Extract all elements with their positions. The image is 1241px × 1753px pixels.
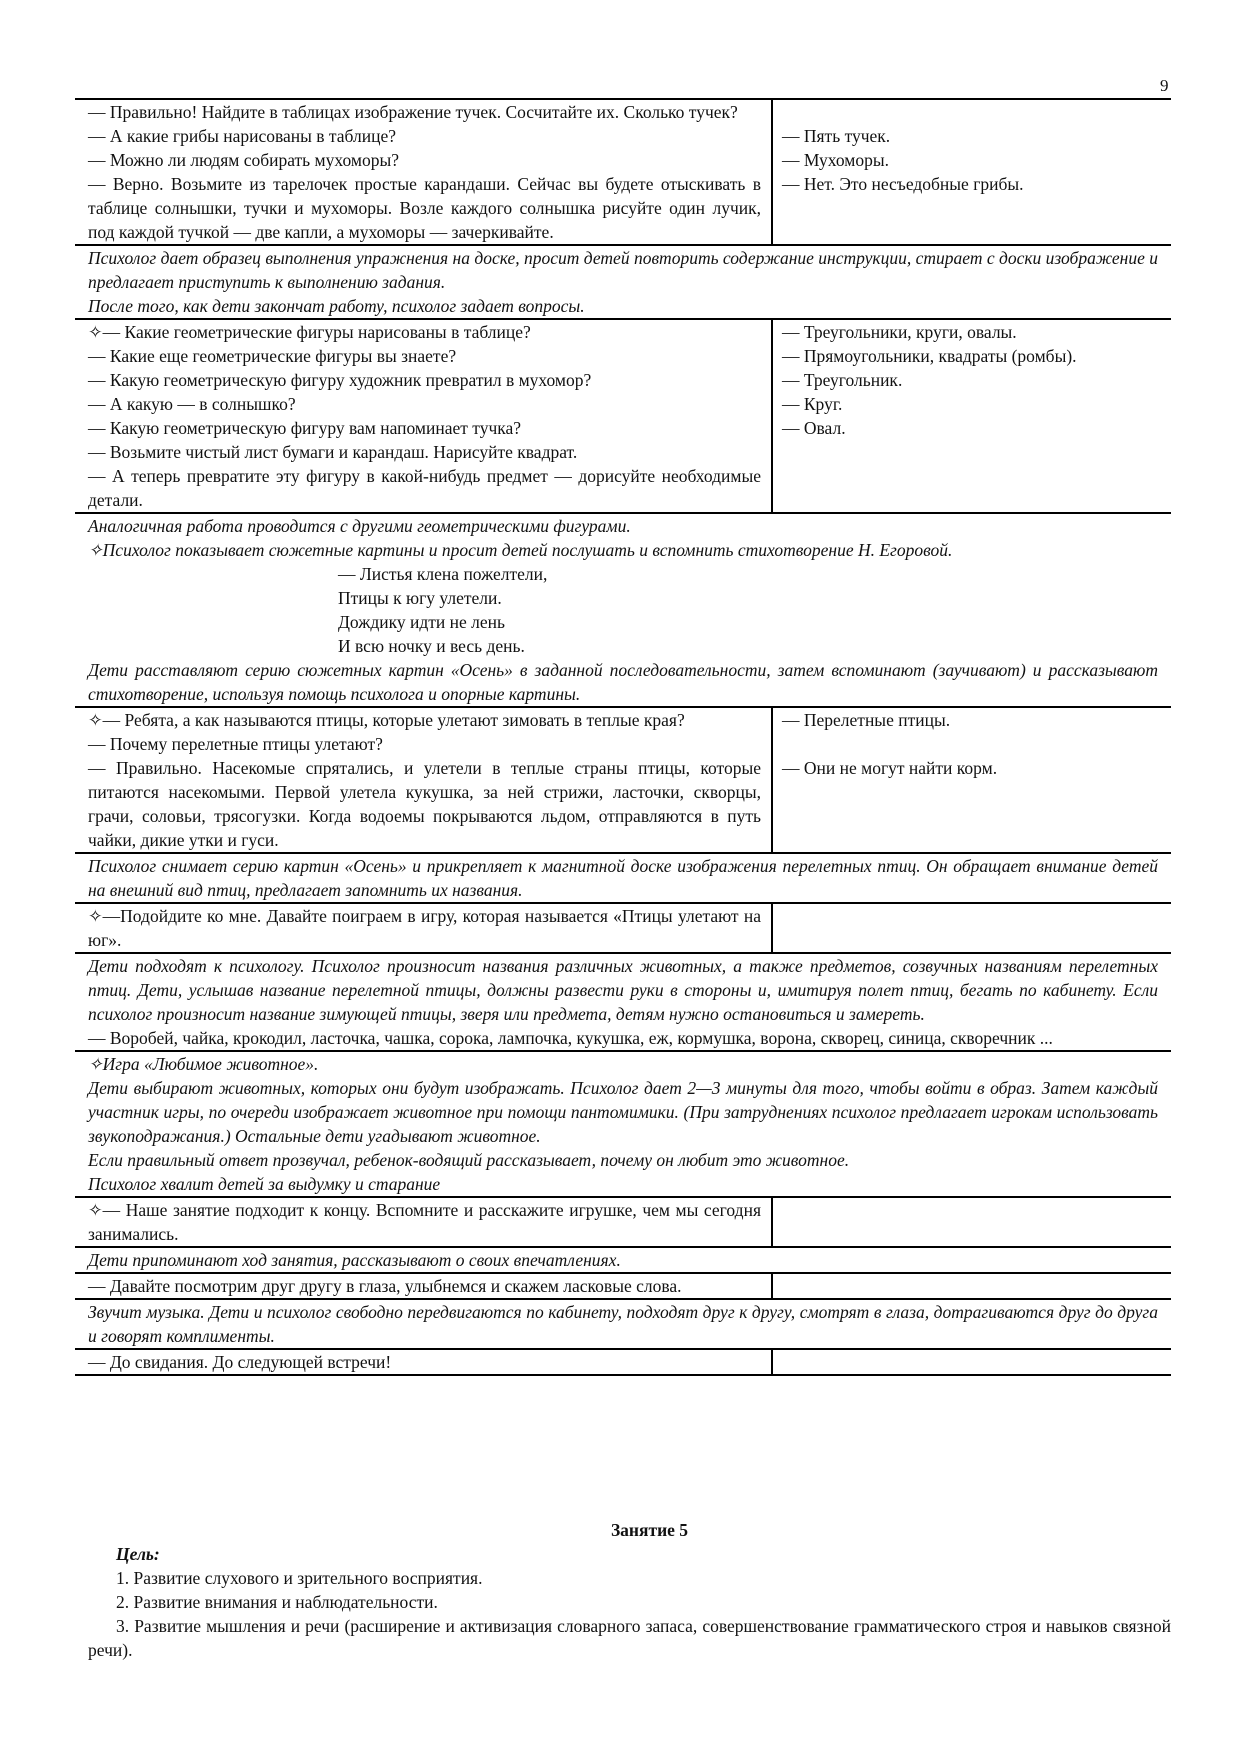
speech-line: — Правильно! Найдите в таблицах изображение тучек. Сосчитайте их. Сколько тучек?: [88, 102, 738, 122]
answer-line: — Нет. Это несъедобные грибы.: [782, 174, 1024, 194]
table-row-note: [75, 1298, 1171, 1348]
speech-line: — Можно ли людям собирать мухоморы?: [88, 150, 399, 170]
children-answers: [771, 708, 1171, 852]
speech-line: — А какую — в солнышко?: [88, 394, 296, 414]
speech-line: — Правильно. Насекомые спрятались, и улетели в теплые страны птицы, которые питаются насекомыми. Первой улетела кукушка, за ней стрижи, ласточки, скворцы, грачи, соловьи, трясогузки. Когда водоемы покрываются льдом, отправляются в путь чайки, дикие утки и гуси.: [88, 758, 761, 850]
table-row: [75, 902, 1171, 952]
children-answers: [771, 320, 1171, 512]
lesson-table: [75, 98, 1171, 1376]
stage-direction: [75, 954, 1171, 1050]
note-line: Дети расставляют серию сюжетных картин «Осень» в заданной последовательности, затем вспоминают (заучивают) и рассказывают стихотворение, используя помощь психолога и опорные картины.: [88, 660, 1158, 704]
goal-item: 2. Развитие внимания и наблюдательности.: [116, 1592, 438, 1612]
answer-line: — Овал.: [782, 418, 846, 438]
speech-line: ✧— Ребята, а как называются птицы, которые улетают зимовать в теплые края?: [88, 710, 685, 730]
stage-direction: Дети припоминают ход занятия, рассказывают о своих впечатлениях.: [88, 1250, 621, 1270]
psychologist-speech: — Давайте посмотрим друг другу в глаза, улыбнемся и скажем ласковые слова.: [88, 1276, 682, 1296]
stage-direction: [75, 514, 1171, 706]
poem-line: И всю ночку и весь день.: [338, 636, 525, 656]
table-row: [75, 98, 1171, 244]
speech-line: — Какие еще геометрические фигуры вы знаете?: [88, 346, 457, 366]
table-row-note: [75, 244, 1171, 318]
children-answers: [771, 1198, 1171, 1246]
speech-line: — Какую геометрическую фигуру вам напоминает тучка?: [88, 418, 522, 438]
answer-line: — Треугольники, круги, овалы.: [782, 322, 1017, 342]
answer-line: — Они не могут найти корм.: [782, 758, 998, 778]
psychologist-speech: [75, 100, 771, 244]
speech-line: — Верно. Возьмите из тарелочек простые карандаши. Сейчас вы будете отыскивать в таблице солнышки, тучки и мухоморы. Возле каждого солнышка рисуйте один лучик, под каждой тучкой — две капли, а мухоморы — зачеркивайте.: [88, 174, 761, 242]
speech-line: — Возьмите чистый лист бумаги и карандаш. Нарисуйте квадрат.: [88, 442, 578, 462]
note-line: Дети подходят к психологу. Психолог произносит названия различных животных, а также предметов, созвучных названиям перелетных птиц. Дети, услышав название перелетной птицы, должны развести руки в стороны и, имитируя полет птиц, бегать по кабинету. Если психолог произносит название зимующей птицы, зверя или предмета, детям нужно остановиться и замереть.: [88, 956, 1158, 1024]
psychologist-speech: [75, 708, 771, 852]
goal-item: 3. Развитие мышления и речи (расширение и активизация словарного запаса, совершенствование грамматического строя и навыков связной речи).: [88, 1616, 1171, 1660]
answer-line: — Прямоугольники, квадраты (ромбы).: [782, 346, 1077, 366]
stage-direction: [75, 1052, 1171, 1196]
psychologist-speech: — До свидания. До следующей встречи!: [88, 1352, 392, 1372]
table-row-note: [75, 952, 1171, 1050]
word-list: — Воробей, чайка, крокодил, ласточка, чашка, сорока, лампочка, кукушка, еж, кормушка, ворона, скворец, синица, скворечник ...: [88, 1028, 1053, 1048]
goal-label: Цель:: [116, 1544, 160, 1564]
table-row: [75, 1196, 1171, 1246]
page-number: 9: [1160, 76, 1169, 95]
note-line: Аналогичная работа проводится с другими геометрическими фигурами.: [88, 516, 631, 536]
table-row: [75, 1348, 1171, 1376]
poem: [88, 562, 1158, 658]
psychologist-speech: ✧— Наше занятие подходит к концу. Вспомните и расскажите игрушке, чем мы сегодня занимались.: [88, 1200, 761, 1244]
section-title: Занятие 5: [610, 1520, 689, 1540]
answer-line: — Пять тучек.: [782, 126, 891, 146]
table-row: [75, 1272, 1171, 1298]
answer-line: — Мухоморы.: [782, 150, 889, 170]
answer-line: — Круг.: [782, 394, 843, 414]
note-line: Если правильный ответ прозвучал, ребенок-водящий рассказывает, почему он любит это животное.: [88, 1150, 850, 1170]
children-answers: [771, 100, 1171, 244]
poem-line: Птицы к югу улетели.: [338, 588, 502, 608]
table-row-note: [75, 512, 1171, 706]
children-answers: [771, 904, 1171, 952]
children-answers: [771, 1350, 1171, 1374]
table-row-note: [75, 852, 1171, 902]
stage-direction: Психолог снимает серию картин «Осень» и прикрепляет к магнитной доске изображения перелетных птиц. Он обращает внимание детей на внешний вид птиц, предлагает запомнить их названия.: [88, 856, 1158, 900]
lesson-5-section: [88, 1518, 1171, 1662]
table-row: [75, 706, 1171, 852]
stage-direction: Звучит музыка. Дети и психолог свободно передвигаются по кабинету, подходят друг к другу, смотрят в глаза, дотрагиваются друг до друга и говорят комплименты.: [88, 1302, 1158, 1346]
note-line: Дети выбирают животных, которых они будут изображать. Психолог дает 2—3 минуты для того, чтобы войти в образ. Затем каждый участник игры, по очереди изображает животное при помощи пантомимики. (При затруднениях психолог предлагает игрокам использовать звукоподражания.) Остальные дети угадывают животное.: [88, 1078, 1158, 1146]
table-row: [75, 318, 1171, 512]
note-line: Психолог хвалит детей за выдумку и старание: [88, 1174, 441, 1194]
speech-line: — Какую геометрическую фигуру художник превратил в мухомор?: [88, 370, 592, 390]
note-line: Психолог дает образец выполнения упражнения на доске, просит детей повторить содержание инструкции, стирает с доски изображение и предлагает приступить к выполнению задания.: [88, 248, 1158, 292]
game-title: ✧Игра «Любимое животное».: [88, 1054, 319, 1074]
goal-item: 1. Развитие слухового и зрительного восприятия.: [116, 1568, 483, 1588]
answer-line: — Треугольник.: [782, 370, 903, 390]
speech-line: — А какие грибы нарисованы в таблице?: [88, 126, 397, 146]
children-answers: [771, 1274, 1171, 1298]
poem-line: Дождику идти не лень: [338, 612, 506, 632]
psychologist-speech: [75, 320, 771, 512]
stage-direction: [75, 246, 1171, 318]
note-line: После того, как дети закончат работу, психолог задает вопросы.: [88, 296, 585, 316]
answer-line: — Перелетные птицы.: [782, 710, 951, 730]
speech-line: — А теперь превратите эту фигуру в какой-нибудь предмет — дорисуйте необходимые детали.: [88, 466, 761, 510]
note-line: ✧Психолог показывает сюжетные картины и просит детей послушать и вспомнить стихотворение Н. Егоровой.: [88, 540, 953, 560]
speech-line: — Почему перелетные птицы улетают?: [88, 734, 383, 754]
table-row-note: [75, 1050, 1171, 1196]
speech-line: ✧— Какие геометрические фигуры нарисованы в таблице?: [88, 322, 531, 342]
poem-line: — Листья клена пожелтели,: [338, 564, 548, 584]
psychologist-speech: ✧—Подойдите ко мне. Давайте поиграем в игру, которая называется «Птицы улетают на юг».: [88, 906, 761, 950]
table-row-note: [75, 1246, 1171, 1272]
